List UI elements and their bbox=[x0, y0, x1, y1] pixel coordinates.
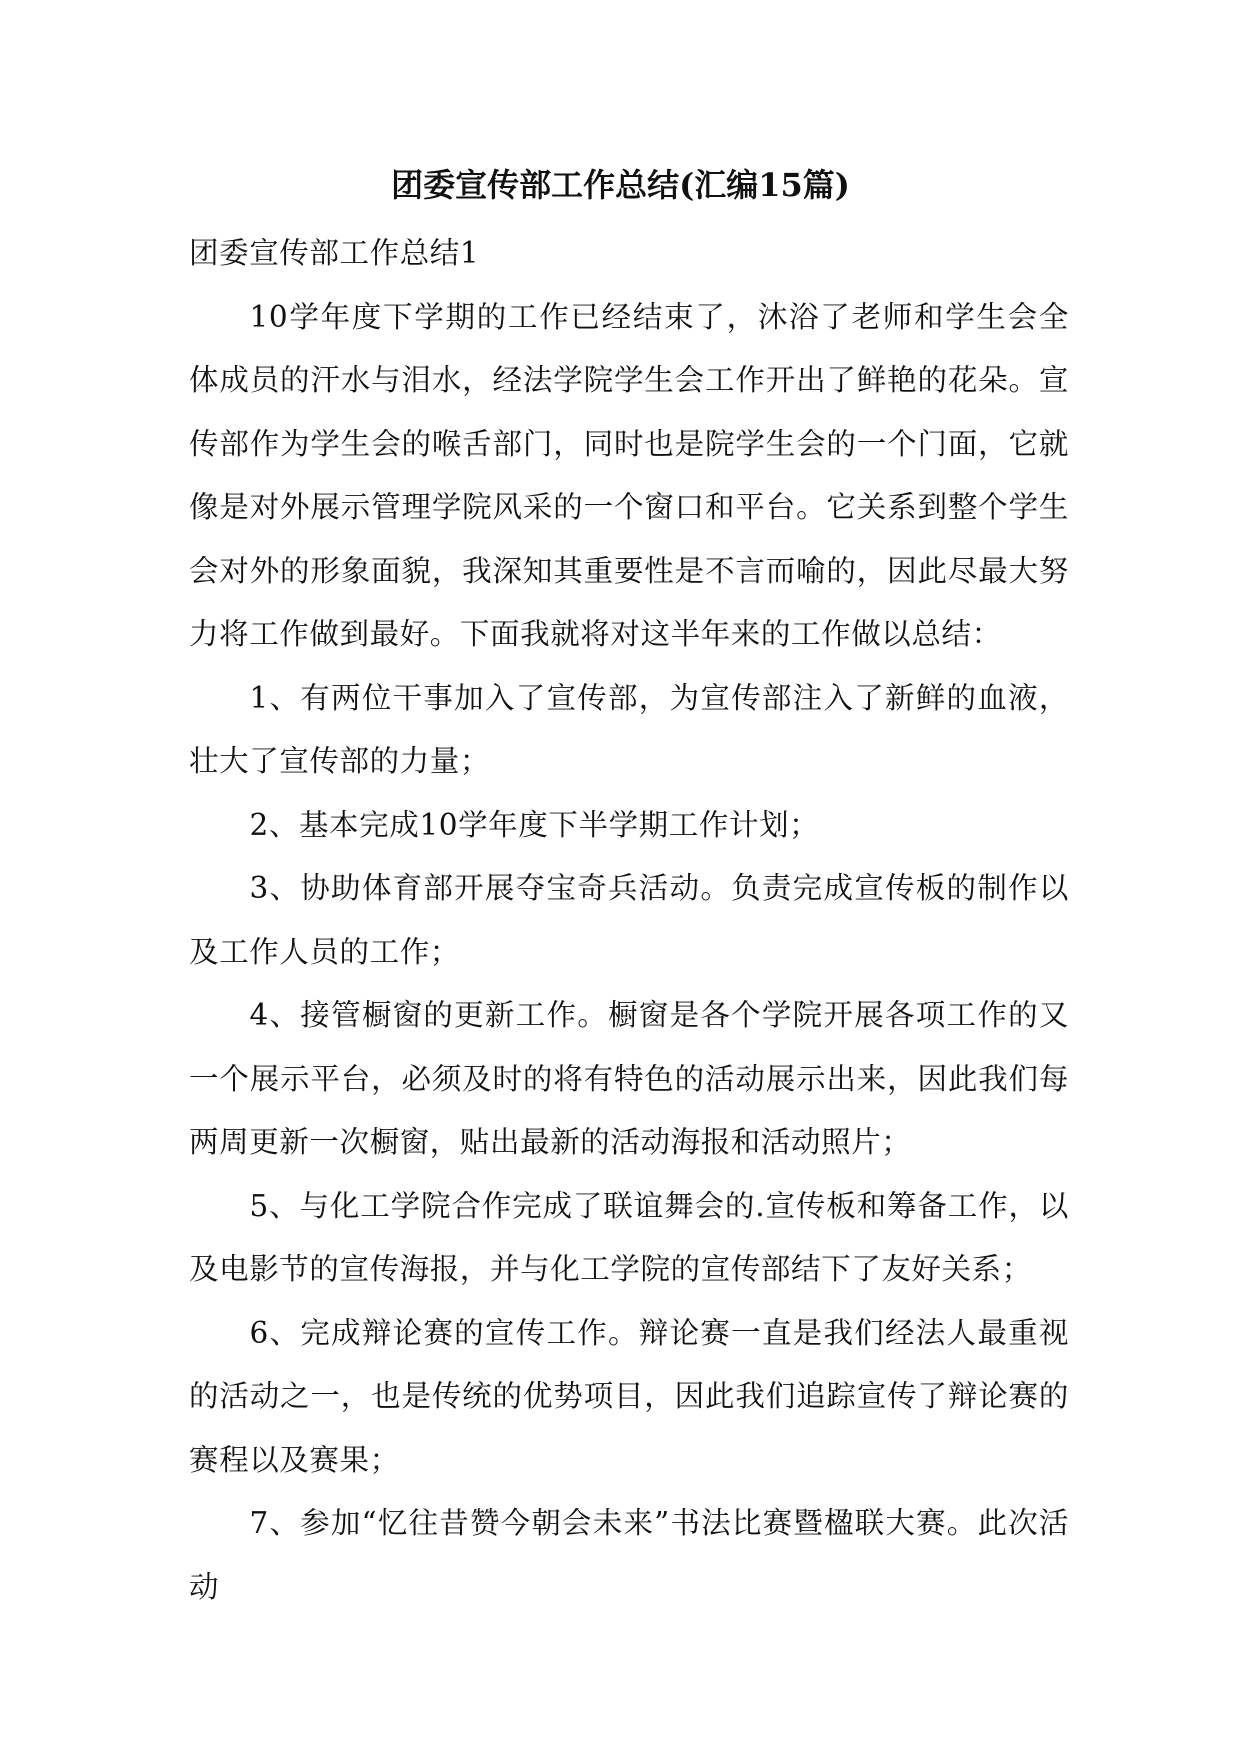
section-heading: 团委宣传部工作总结1 bbox=[189, 236, 480, 270]
paragraph-item-4: 4、接管橱窗的更新工作。橱窗是各个学院开展各项工作的又一个展示平台，必须及时的将有特色的活动展示出来，因此我们每两周更新一次橱窗，贴出最新的活动海报和活动照片； bbox=[189, 998, 1069, 1159]
paragraph-item-5: 5、与化工学院合作完成了联谊舞会的.宣传板和筹备工作，以及电影节的宣传海报，并与化工学院的宣传部结下了友好关系； bbox=[189, 1188, 1069, 1286]
paragraph-item-7: 7、参加“忆往昔赞今朝会未来”书法比赛暨楹联大赛。此次活动 bbox=[189, 1506, 1069, 1604]
paragraph-intro: 10学年度下学期的工作已经结束了，沐浴了老师和学生会全体成员的汗水与泪水，经法学院学生会工作开出了鲜艳的花朵。宣传部作为学生会的喉舌部门，同时也是院学生会的一个门面，它就像是对外展示管理学院风采的一个窗口和平台。它关系到整个学生会对外的形象面貌，我深知其重要性是不言而喻的，因此尽最大努力将工作做到最好。下面我就将对这半年来的工作做以总结： bbox=[189, 299, 1069, 651]
paragraph-item-1: 1、有两位干事加入了宣传部，为宣传部注入了新鲜的血液，壮大了宣传部的力量； bbox=[189, 680, 1069, 778]
paragraph-item-3: 3、协助体育部开展夺宝奇兵活动。负责完成宣传板的制作以及工作人员的工作； bbox=[189, 871, 1069, 969]
paragraph-item-6: 6、完成辩论赛的宣传工作。辩论赛一直是我们经法人最重视的活动之一，也是传统的优势项目，因此我们追踪宣传了辩论赛的赛程以及赛果； bbox=[189, 1315, 1069, 1477]
document-title: 团委宣传部工作总结(汇编15篇) bbox=[391, 166, 850, 204]
paragraph-item-2: 2、基本完成10学年度下半学期工作计划； bbox=[249, 807, 820, 842]
document-body bbox=[189, 222, 1069, 1619]
